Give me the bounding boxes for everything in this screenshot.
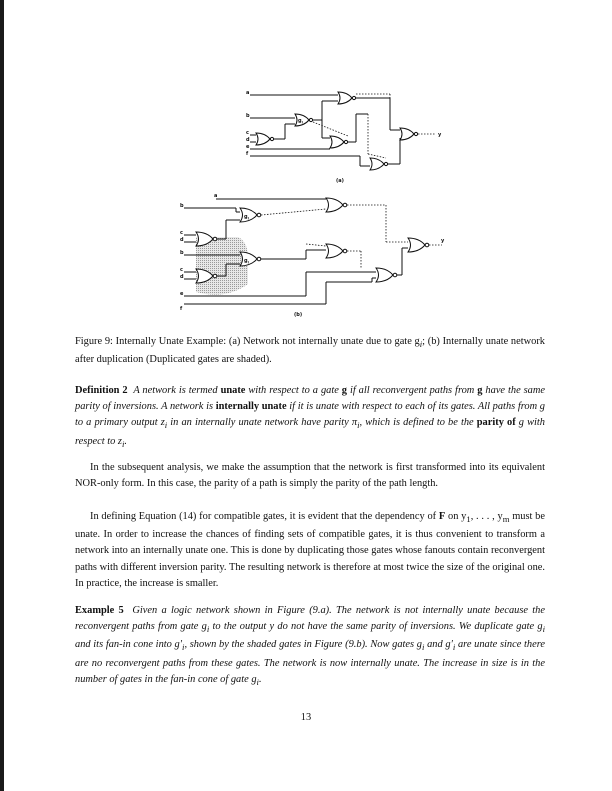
- example-5: Example 5 Given a logic network shown in Figure (9.a). The network is not internally unate because the reconvergent paths from gate $g_i$ to the output y do not have the same parity of inversions. We duplicate gate $g_i$ and its fan-in cone into $g'_i$, shown by the shaded gates in Figure (9.b). Now gates $g_i$ and $g'_i$ are unate since there are no reconvergent paths from these gates. The network is now internally unate. The increase in size is in the number of gates in the fan-in cone of gate $g_i$.: [75, 605, 545, 688]
- input-label-f: f: [246, 151, 249, 157]
- input-label-e: e: [246, 144, 250, 150]
- figure-caption: Figure 9: Internally Unate Example: (a) Network not internally unate due to gate $g_i$; (b) Internally unate network after duplication (Duplicated gates are shaded).: [75, 336, 545, 366]
- input-label-b: b: [246, 113, 250, 119]
- figure-9a: [240, 88, 460, 188]
- figure-9b: [176, 192, 446, 320]
- input-label-c-2: c: [180, 267, 183, 273]
- example-heading: Example 5: [75, 605, 124, 616]
- input-label-c-1: c: [180, 230, 183, 236]
- input-label-d: d: [246, 137, 250, 143]
- panel-a-label: (a): [336, 178, 344, 184]
- definition-heading: Definition 2: [75, 385, 128, 396]
- gate-label-gi: $g_i$: [298, 118, 303, 125]
- gate-label-gi-b: $g_i$: [244, 214, 249, 221]
- input-label-b-2: b: [180, 250, 184, 256]
- paragraph-nor-form: In the subsequent analysis, we make the assumption that the network is first transformed into its equivalent NOR-only form. In this case, the parity of a path is simply the parity of the path length.: [75, 462, 545, 490]
- output-label-y: y: [438, 132, 442, 138]
- input-label-a: a: [246, 90, 250, 96]
- input-label-f-b: f: [180, 306, 183, 312]
- input-label-d-2: d: [180, 274, 184, 280]
- output-label-y-b: y: [441, 238, 445, 244]
- input-label-e-b: e: [180, 291, 184, 297]
- scan-edge: [0, 0, 4, 791]
- panel-b-label: (b): [294, 312, 303, 318]
- definition-2: Definition 2 A network is termed unate with respect to a gate g if all reconvergent paths from g have the same parity of inversions. A network is internally unate if it is unate with respect to each of its gates. All paths from g to a primary output $z_i$ in an internally unate network have parity $\pi_i$, which is defined to be the parity of g with respect to $z_i$.: [75, 385, 546, 449]
- page-number: 13: [300, 712, 312, 723]
- input-label-c: c: [246, 130, 249, 136]
- input-label-b-top: b: [180, 203, 184, 209]
- input-label-d-1: d: [180, 237, 184, 243]
- input-label-a-top: a: [214, 193, 218, 199]
- paragraph-compatible-gates: In defining Equation (14) for compatible gates, it is evident that the dependency of F on $y_1$, . . . , $y_m$ must be unate. In order to increase the chances of finding sets of compatible gates, it is thus convenient to transform a network into an internally unate one. This is done by duplicating those gates whose fanouts contain reconvergent paths with different inversion parity. The resulting network is therefore at most twice the size of the original one. In practice, the increase is smaller.: [75, 511, 545, 589]
- gate-label-gi-prime: $g_i$: [244, 258, 249, 265]
